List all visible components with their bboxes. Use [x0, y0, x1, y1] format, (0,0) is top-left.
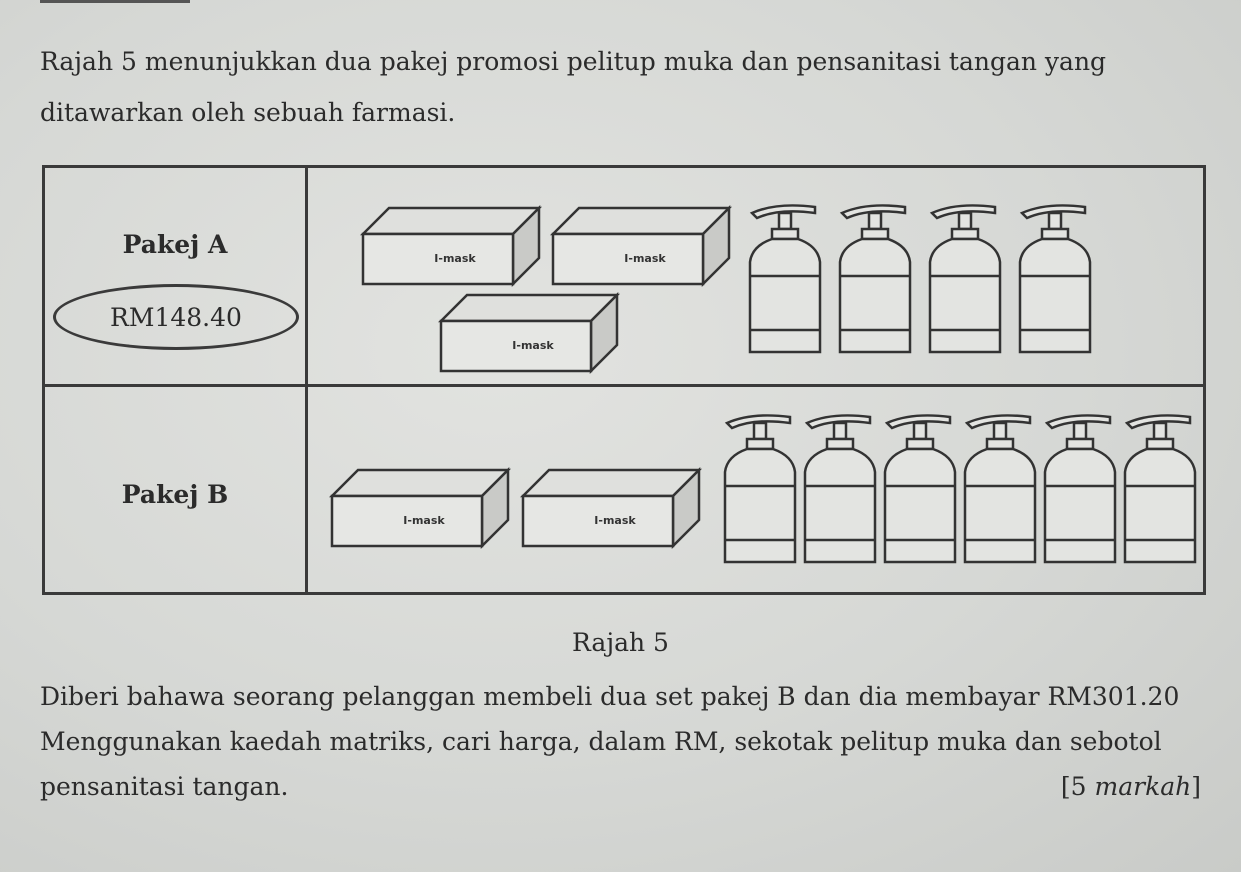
- mask-box: [363, 208, 539, 284]
- marks-open: [5: [1060, 772, 1095, 801]
- sanitizer-bottle: [840, 205, 910, 352]
- marks-close: ]: [1191, 772, 1201, 801]
- marks-word: markah: [1094, 772, 1192, 801]
- question-line-3: pensanitasi tangan.: [40, 772, 289, 801]
- mask-box-label: I-mask: [434, 252, 476, 265]
- package-b-label: Pakej B: [121, 480, 229, 509]
- question-line-2: Menggunakan kaedah matriks, cari harga, dalam RM, sekotak pelitup muka dan sebotol: [40, 727, 1162, 756]
- package-table: [42, 165, 1206, 595]
- mask-box: [553, 208, 729, 284]
- package-b-mask-boxes: [332, 470, 699, 546]
- package-a-label: Pakej A: [122, 230, 228, 259]
- intro-line-2: ditawarkan oleh sebuah farmasi.: [40, 98, 456, 127]
- intro-line-1: Rajah 5 menunjukkan dua pakej promosi pelitup muka dan pensanitasi tangan yang: [40, 47, 1107, 76]
- sanitizer-bottle: [885, 415, 955, 562]
- mask-box-label: I-mask: [624, 252, 666, 265]
- marks-allocation: [1061, 770, 1201, 804]
- question-line-1: Diberi bahawa seorang pelanggan membeli dua set pakej B dan dia membayar RM301.20: [40, 682, 1180, 711]
- sanitizer-bottle: [1020, 205, 1090, 352]
- sanitizer-bottle: [725, 415, 795, 562]
- package-a-mask-boxes: [363, 208, 729, 371]
- sanitizer-bottle: [930, 205, 1000, 352]
- mask-box: [332, 470, 508, 546]
- figure-caption: Rajah 5: [572, 628, 669, 657]
- package-b-sanitizer-bottles: [725, 415, 1195, 562]
- mask-box-label: I-mask: [594, 514, 636, 527]
- sanitizer-bottle: [1045, 415, 1115, 562]
- package-a-price: RM148.40: [110, 302, 242, 332]
- mask-box-label: I-mask: [403, 514, 445, 527]
- package-illustrations: [45, 168, 1203, 592]
- sanitizer-bottle: [805, 415, 875, 562]
- mask-box-label: I-mask: [512, 339, 554, 352]
- sanitizer-bottle: [965, 415, 1035, 562]
- package-a-sanitizer-bottles: [750, 205, 1090, 352]
- sanitizer-bottle: [750, 205, 820, 352]
- mask-box: [441, 295, 617, 371]
- mask-box: [523, 470, 699, 546]
- sanitizer-bottle: [1125, 415, 1195, 562]
- top-rule: [40, 0, 190, 3]
